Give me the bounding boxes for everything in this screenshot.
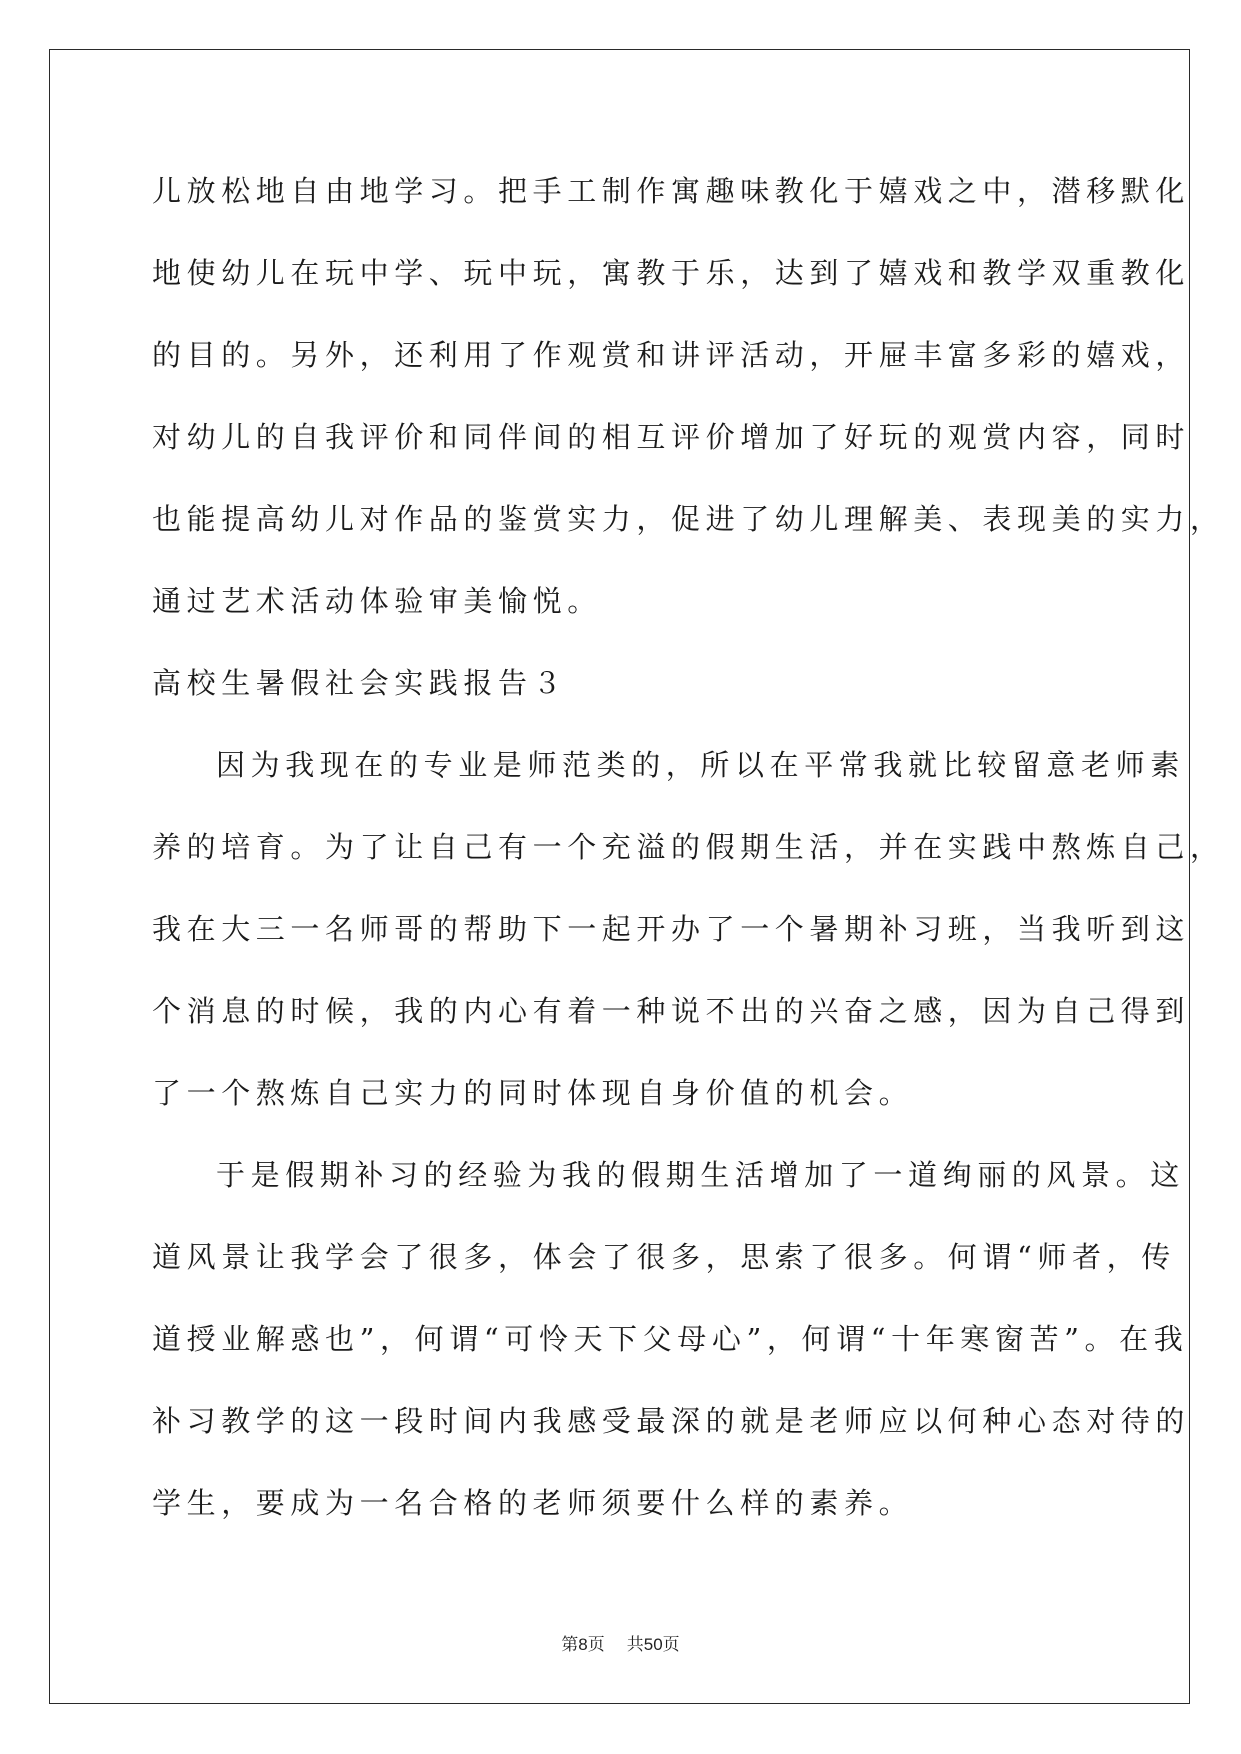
text-line: 儿放松地自由地学习。把手工制作寓趣味教化于嬉戏之中，潜移默化 [152,174,1191,208]
text-line: 我在大三一名师哥的帮助下一起开办了一个暑期补习班，当我听到这 [152,912,1191,946]
page-footer [0,1630,1241,1655]
text-line: 补习教学的这一段时间内我感受最深的就是老师应以何种心态对待的 [152,1404,1191,1438]
text-line: 于是假期补习的经验为我的假期生活增加了一道绚丽的风景。这 [216,1158,1185,1192]
section-heading: 高校生暑假社会实践报告３ [152,666,568,700]
text-line: 也能提高幼儿对作品的鉴赏实力，促进了幼儿理解美、表现美的实力， [152,502,1225,536]
text-line: 养的培育。为了让自己有一个充溢的假期生活，并在实践中熬炼自己， [152,830,1225,864]
text-line: 对幼儿的自我评价和同伴间的相互评价增加了好玩的观赏内容，同时 [152,420,1191,454]
text-line: 因为我现在的专业是师范类的，所以在平常我就比较留意老师素 [216,748,1185,782]
text-line: 通过艺术活动体验审美愉悦。 [152,584,602,618]
text-line: 道授业解惑也”，何谓“可怜天下父母心”，何谓“十年寒窗苦”。在我 [152,1322,1189,1356]
text-line: 个消息的时候，我的内心有着一种说不出的兴奋之感，因为自己得到 [152,994,1191,1028]
text-line: 地使幼儿在玩中学、玩中玩，寓教于乐，达到了嬉戏和教学双重教化 [152,256,1191,290]
text-line: 了一个熬炼自己实力的同时体现自身价值的机会。 [152,1076,914,1110]
text-line: 的目的。另外，还利用了作观赏和讲评活动，开屉丰富多彩的嬉戏， [152,338,1191,372]
text-line: 学生，要成为一名合格的老师须要什么样的素养。 [152,1486,914,1520]
text-line: 道风景让我学会了很多，体会了很多，思索了很多。何谓“师者，传 [152,1240,1176,1274]
page-total: 共50页 [626,1635,680,1654]
document-body [152,160,1225,1554]
page-number: 第8页 [561,1635,605,1654]
